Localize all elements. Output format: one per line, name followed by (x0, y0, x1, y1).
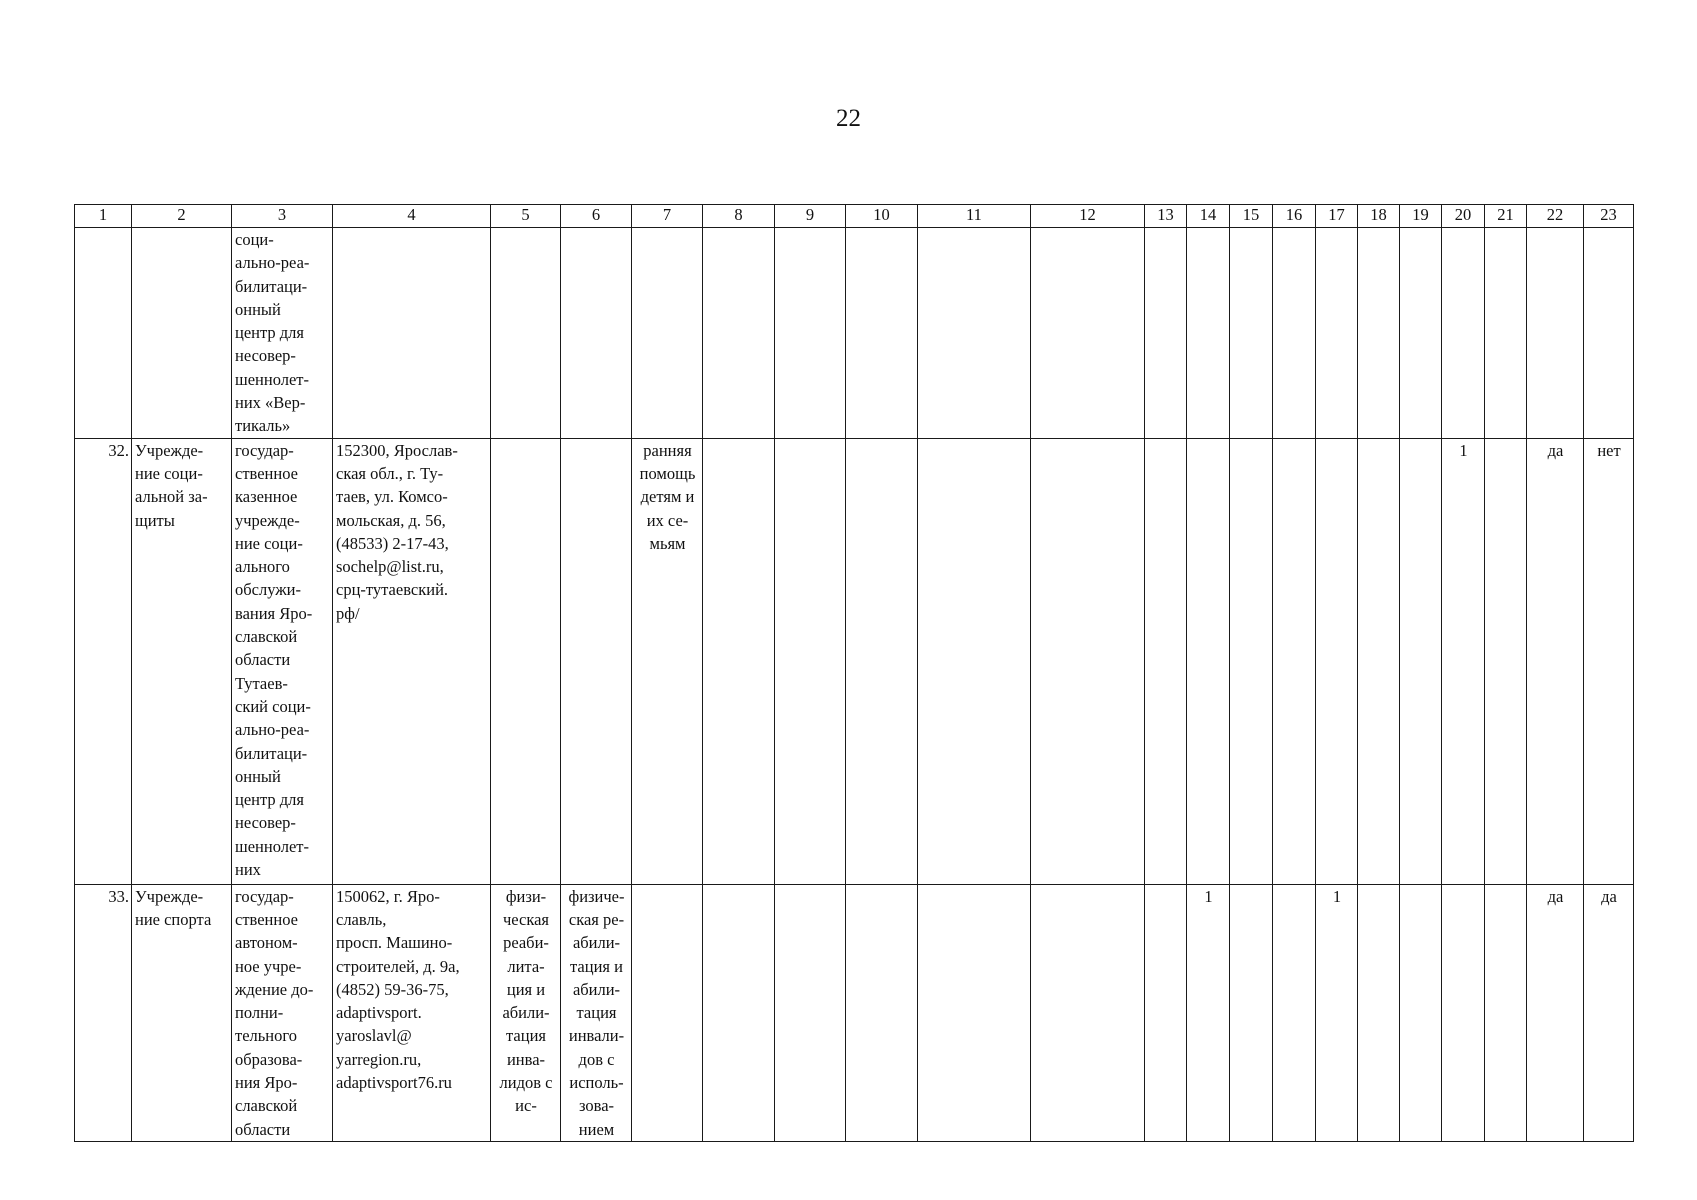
table-cell: физи- ческая реаби- лита- ция и абили- тация инва- лидов с ис- (491, 884, 561, 1141)
table-cell (918, 228, 1031, 439)
table-cell: физиче- ская ре- абили- тация и абили- тация инвали- дов с исполь- зова- нием (561, 884, 632, 1141)
table-cell (561, 438, 632, 884)
table-cell: Учрежде- ние спорта (132, 884, 232, 1141)
column-number-5: 5 (491, 205, 561, 228)
table-cell: государ- ственное автоном- ное учре- ждение до- полни- тельного образова- ния Яро- славской области (232, 884, 333, 1141)
column-number-18: 18 (1358, 205, 1400, 228)
table-cell (491, 438, 561, 884)
column-number-10: 10 (846, 205, 918, 228)
column-number-20: 20 (1442, 205, 1485, 228)
table-cell: 1 (1187, 884, 1230, 1141)
table-cell (1358, 438, 1400, 884)
table-cell (918, 438, 1031, 884)
column-number-6: 6 (561, 205, 632, 228)
table-cell (1584, 228, 1634, 439)
column-number-22: 22 (1527, 205, 1584, 228)
table-cell (1442, 228, 1485, 439)
table-cell: 150062, г. Яро- славль, просп. Машино- строителей, д. 9а, (4852) 59-36-75, adaptivsport. yaroslavl@ yarregion.ru, adaptivsport76.ru (333, 884, 491, 1141)
table-cell (333, 228, 491, 439)
table-cell (846, 884, 918, 1141)
column-number-4: 4 (333, 205, 491, 228)
table-cell (703, 884, 775, 1141)
table-cell (1485, 438, 1527, 884)
table-header-row (75, 205, 1634, 228)
table-cell (775, 438, 846, 884)
table-cell: 33. (75, 884, 132, 1141)
table-cell: ранняя помощь детям и их се- мьям (632, 438, 703, 884)
table-cell (632, 228, 703, 439)
table-row (75, 228, 1634, 439)
table-cell (75, 228, 132, 439)
table-row (75, 438, 1634, 884)
table-cell (846, 438, 918, 884)
table-cell (1316, 228, 1358, 439)
page-number: 22 (836, 105, 861, 132)
table-cell (846, 228, 918, 439)
table-cell (1145, 438, 1187, 884)
table-cell (1358, 884, 1400, 1141)
table-cell (1230, 438, 1273, 884)
table-cell (132, 228, 232, 439)
column-number-21: 21 (1485, 205, 1527, 228)
table-cell (1230, 884, 1273, 1141)
table-cell: нет (1584, 438, 1634, 884)
table-cell: Учрежде- ние соци- альной за- щиты (132, 438, 232, 884)
table-cell (775, 884, 846, 1141)
column-number-3: 3 (232, 205, 333, 228)
table-cell (1230, 228, 1273, 439)
table-cell (632, 884, 703, 1141)
table-cell (1145, 884, 1187, 1141)
table-cell (1031, 228, 1145, 439)
column-number-19: 19 (1400, 205, 1442, 228)
table-cell (1316, 438, 1358, 884)
table-cell (1187, 438, 1230, 884)
table-cell (1485, 884, 1527, 1141)
table-cell (1273, 884, 1316, 1141)
column-number-16: 16 (1273, 205, 1316, 228)
table-cell (1485, 228, 1527, 439)
table-cell (775, 228, 846, 439)
table-cell (918, 884, 1031, 1141)
data-table (74, 204, 1634, 1142)
table-cell: да (1584, 884, 1634, 1141)
table-cell: соци- ально-реа- билитаци- онный центр для несовер- шеннолет- них «Вер- тикаль» (232, 228, 333, 439)
table-cell (703, 438, 775, 884)
table-cell (1031, 438, 1145, 884)
column-number-13: 13 (1145, 205, 1187, 228)
table-cell: да (1527, 438, 1584, 884)
column-number-11: 11 (918, 205, 1031, 228)
table-cell: 1 (1442, 438, 1485, 884)
table-cell (1273, 438, 1316, 884)
table-cell (1358, 228, 1400, 439)
column-number-23: 23 (1584, 205, 1634, 228)
table-cell: 152300, Ярослав- ская обл., г. Ту- таев, ул. Комсо- мольская, д. 56, (48533) 2-17-43, sochelp@list.ru, срц-тутаевский. рф/ (333, 438, 491, 884)
table-cell: да (1527, 884, 1584, 1141)
table-cell (1442, 884, 1485, 1141)
table-cell (561, 228, 632, 439)
column-number-12: 12 (1031, 205, 1145, 228)
table-cell (703, 228, 775, 439)
table-row (75, 884, 1634, 1141)
table-cell (1273, 228, 1316, 439)
table-cell: 1 (1316, 884, 1358, 1141)
column-number-9: 9 (775, 205, 846, 228)
table-cell (1031, 884, 1145, 1141)
table-cell (1527, 228, 1584, 439)
table-cell (1400, 438, 1442, 884)
table-cell (1145, 228, 1187, 439)
column-number-8: 8 (703, 205, 775, 228)
column-number-14: 14 (1187, 205, 1230, 228)
column-number-17: 17 (1316, 205, 1358, 228)
table-cell (1400, 228, 1442, 439)
table-cell: 32. (75, 438, 132, 884)
column-number-1: 1 (75, 205, 132, 228)
table-cell (491, 228, 561, 439)
column-number-7: 7 (632, 205, 703, 228)
table-cell: государ- ственное казенное учрежде- ние соци- ального обслужи- вания Яро- славской области Тутаев- ский соци- ально-реа- билитаци- онный центр для несовер- шеннолет- них (232, 438, 333, 884)
table-cell (1187, 228, 1230, 439)
column-number-15: 15 (1230, 205, 1273, 228)
column-number-2: 2 (132, 205, 232, 228)
table-cell (1400, 884, 1442, 1141)
